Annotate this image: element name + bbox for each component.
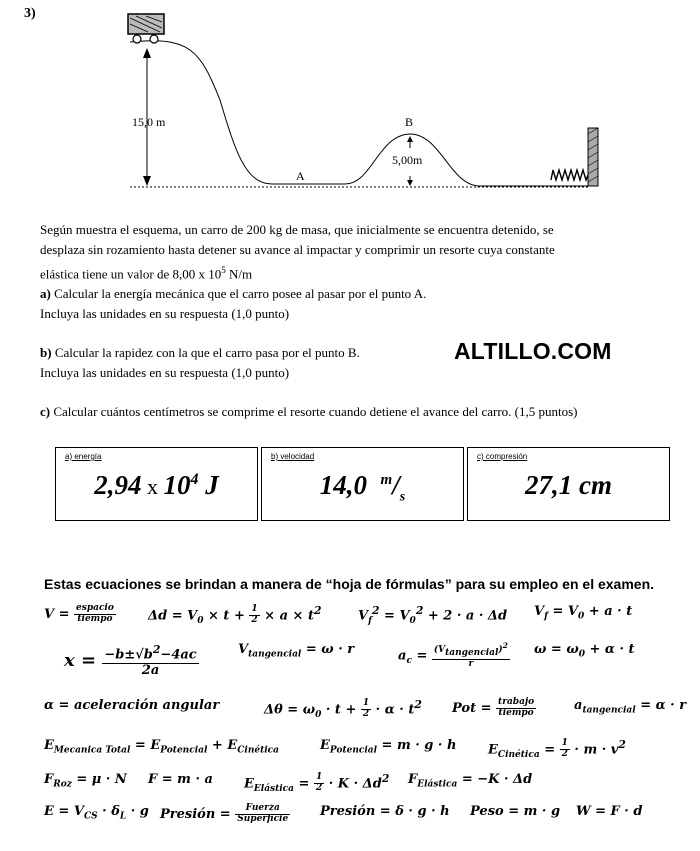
formula-buoyancy: $E = V_{CS} \cdot \delta_L \cdot g$	[44, 804, 149, 822]
formula-angular-displacement: $\Delta\theta = \omega_0 \cdot t$ + $\frac{1}{2}$ · $\alpha \cdot t^2$	[264, 698, 422, 720]
formula-centripetal: $a_c$ = $\frac{(V_{tangencial})^2}{r}$	[398, 641, 508, 669]
formula-alpha-definition: α = aceleración angular	[44, 698, 220, 713]
formula-kinetic-energy: $E_{Cinética}$ = $\frac{1}{2}$ · $m \cdot v^2$	[488, 738, 626, 760]
formula-torricelli: $V_f^2 = V_0^2 + 2 \cdot a \cdot \Delta d$	[358, 604, 508, 626]
part-b-label: b)	[40, 345, 52, 360]
statement-unit: N/m	[225, 266, 253, 282]
height-label: 15,0 m	[132, 115, 166, 129]
question-number: 3)	[24, 6, 36, 21]
hill-height-label: 5,00m	[392, 153, 423, 167]
formula-sheet	[0, 598, 700, 838]
roller-coaster-diagram	[0, 0, 700, 200]
problem-statement	[40, 220, 555, 284]
part-b	[40, 343, 360, 383]
part-c-text: Calcular cuántos centímetros se comprime el resorte cuando detiene el avance del carro. (1,5 puntos)	[50, 404, 578, 419]
answer-label-velocity: b) velocidad	[271, 452, 315, 461]
formula-angular-velocity: $\omega = \omega_0 + \alpha \cdot t$	[534, 642, 635, 660]
answer-value-compression: 27,1 cm	[525, 470, 612, 500]
point-b-label: B	[405, 115, 414, 129]
answer-value-energy	[56, 470, 257, 501]
answer-box-velocity	[261, 447, 464, 521]
answer-box-energy	[55, 447, 258, 521]
energy-mantissa: 2,94	[94, 470, 142, 500]
energy-unit: J	[198, 470, 219, 500]
formula-work: W = F · d	[576, 804, 643, 819]
formula-final-velocity: $V_f = V_0 + a \cdot t$	[534, 604, 633, 622]
formula-friction: $F_{Roz} = \mu \cdot N$	[44, 772, 127, 790]
answer-label-compression: c) compresión	[477, 452, 528, 461]
formula-speed: V = $\frac{\text{espacio}}{\text{tiempo}}$	[44, 603, 114, 624]
statement-line-3-text: elástica tiene un valor de 8,00 x 10	[40, 266, 222, 282]
energy-exponent: 4	[190, 471, 199, 488]
formula-weight: Peso = m · g	[470, 804, 561, 819]
formula-newton: F = m · a	[148, 772, 213, 787]
energy-base: 10	[163, 470, 191, 500]
formula-tangential-velocity: $V_{tangencial} = \omega \cdot r$	[238, 642, 355, 660]
part-c	[40, 402, 577, 422]
formula-power: Pot = $\frac{\text{trabajo}}{\text{tiempo}}$	[452, 697, 535, 718]
part-a-text: Calcular la energía mecánica que el carro posee al pasar por el punto A.	[50, 286, 427, 301]
formula-mechanical-energy: $E_{Mecanica Total} = E_{Potencial} + E_{Cinética}$	[44, 738, 279, 756]
statement-exponent: 5	[221, 265, 226, 275]
cart-icon	[128, 14, 164, 43]
formula-displacement: $\Delta d = V_0 \times t$ + $\frac{1}{2}$ × $a \times t^2$	[148, 604, 322, 626]
part-a	[40, 284, 426, 324]
part-b-note: Incluya las unidades en su respuesta (1,0 punto)	[40, 365, 290, 380]
part-a-label: a)	[40, 286, 51, 301]
formula-pressure: Presión = $\frac{\text{Fuerza}}{\text{Superficie}}$	[160, 803, 289, 824]
formula-hooke: $F_{Elástica} = -K \cdot \Delta d$	[408, 772, 533, 790]
spring-icon	[551, 170, 588, 180]
velocity-value: 14,0	[319, 470, 368, 500]
energy-times: x	[141, 474, 164, 499]
part-b-text: Calcular la rapidez con la que el carro pasa por el punto B.	[51, 345, 360, 360]
formula-elastic-energy: $E_{Elástica}$ = $\frac{1}{2}$ · $K \cdot \Delta d^2$	[244, 772, 390, 794]
part-a-note: Incluya las unidades en su respuesta (1,0 punto)	[40, 306, 290, 321]
formula-sheet-title: Estas ecuaciones se brindan a manera de “hoja de fórmulas” para su empleo en el examen.	[44, 576, 655, 592]
answer-label-energy: a) energía	[65, 452, 102, 461]
watermark: ALTILLO.COM	[454, 338, 612, 364]
track-line	[130, 41, 590, 186]
answer-box-compression	[467, 447, 670, 521]
formula-quadratic: x = $\frac{-b\pm√b^2-4ac}{2a}$	[64, 643, 197, 678]
velocity-unit-num: m	[380, 472, 393, 488]
velocity-unit-den: s	[399, 489, 406, 505]
statement-line-3	[40, 260, 555, 284]
formula-potential-energy: $E_{Potencial} = m \cdot g \cdot h$	[320, 738, 457, 756]
wall-icon	[588, 128, 598, 186]
point-a-label: A	[296, 169, 305, 183]
formula-tangential-acceleration: $a_{tangencial} = \alpha \cdot r$	[574, 698, 687, 716]
answer-value-velocity: 14,0 $^m/_s$	[319, 470, 406, 505]
formula-hydrostatic-pressure: Presión = δ · g · h	[320, 804, 450, 819]
part-c-label: c)	[40, 404, 51, 419]
statement-line-2: desplaza sin rozamiento hasta detener su avance al impactar y comprimir un resorte cuya constante	[40, 242, 555, 257]
statement-line-1: Según muestra el esquema, un carro de 200 kg de masa, que inicialmente se encuentra detenido, se	[40, 222, 554, 237]
